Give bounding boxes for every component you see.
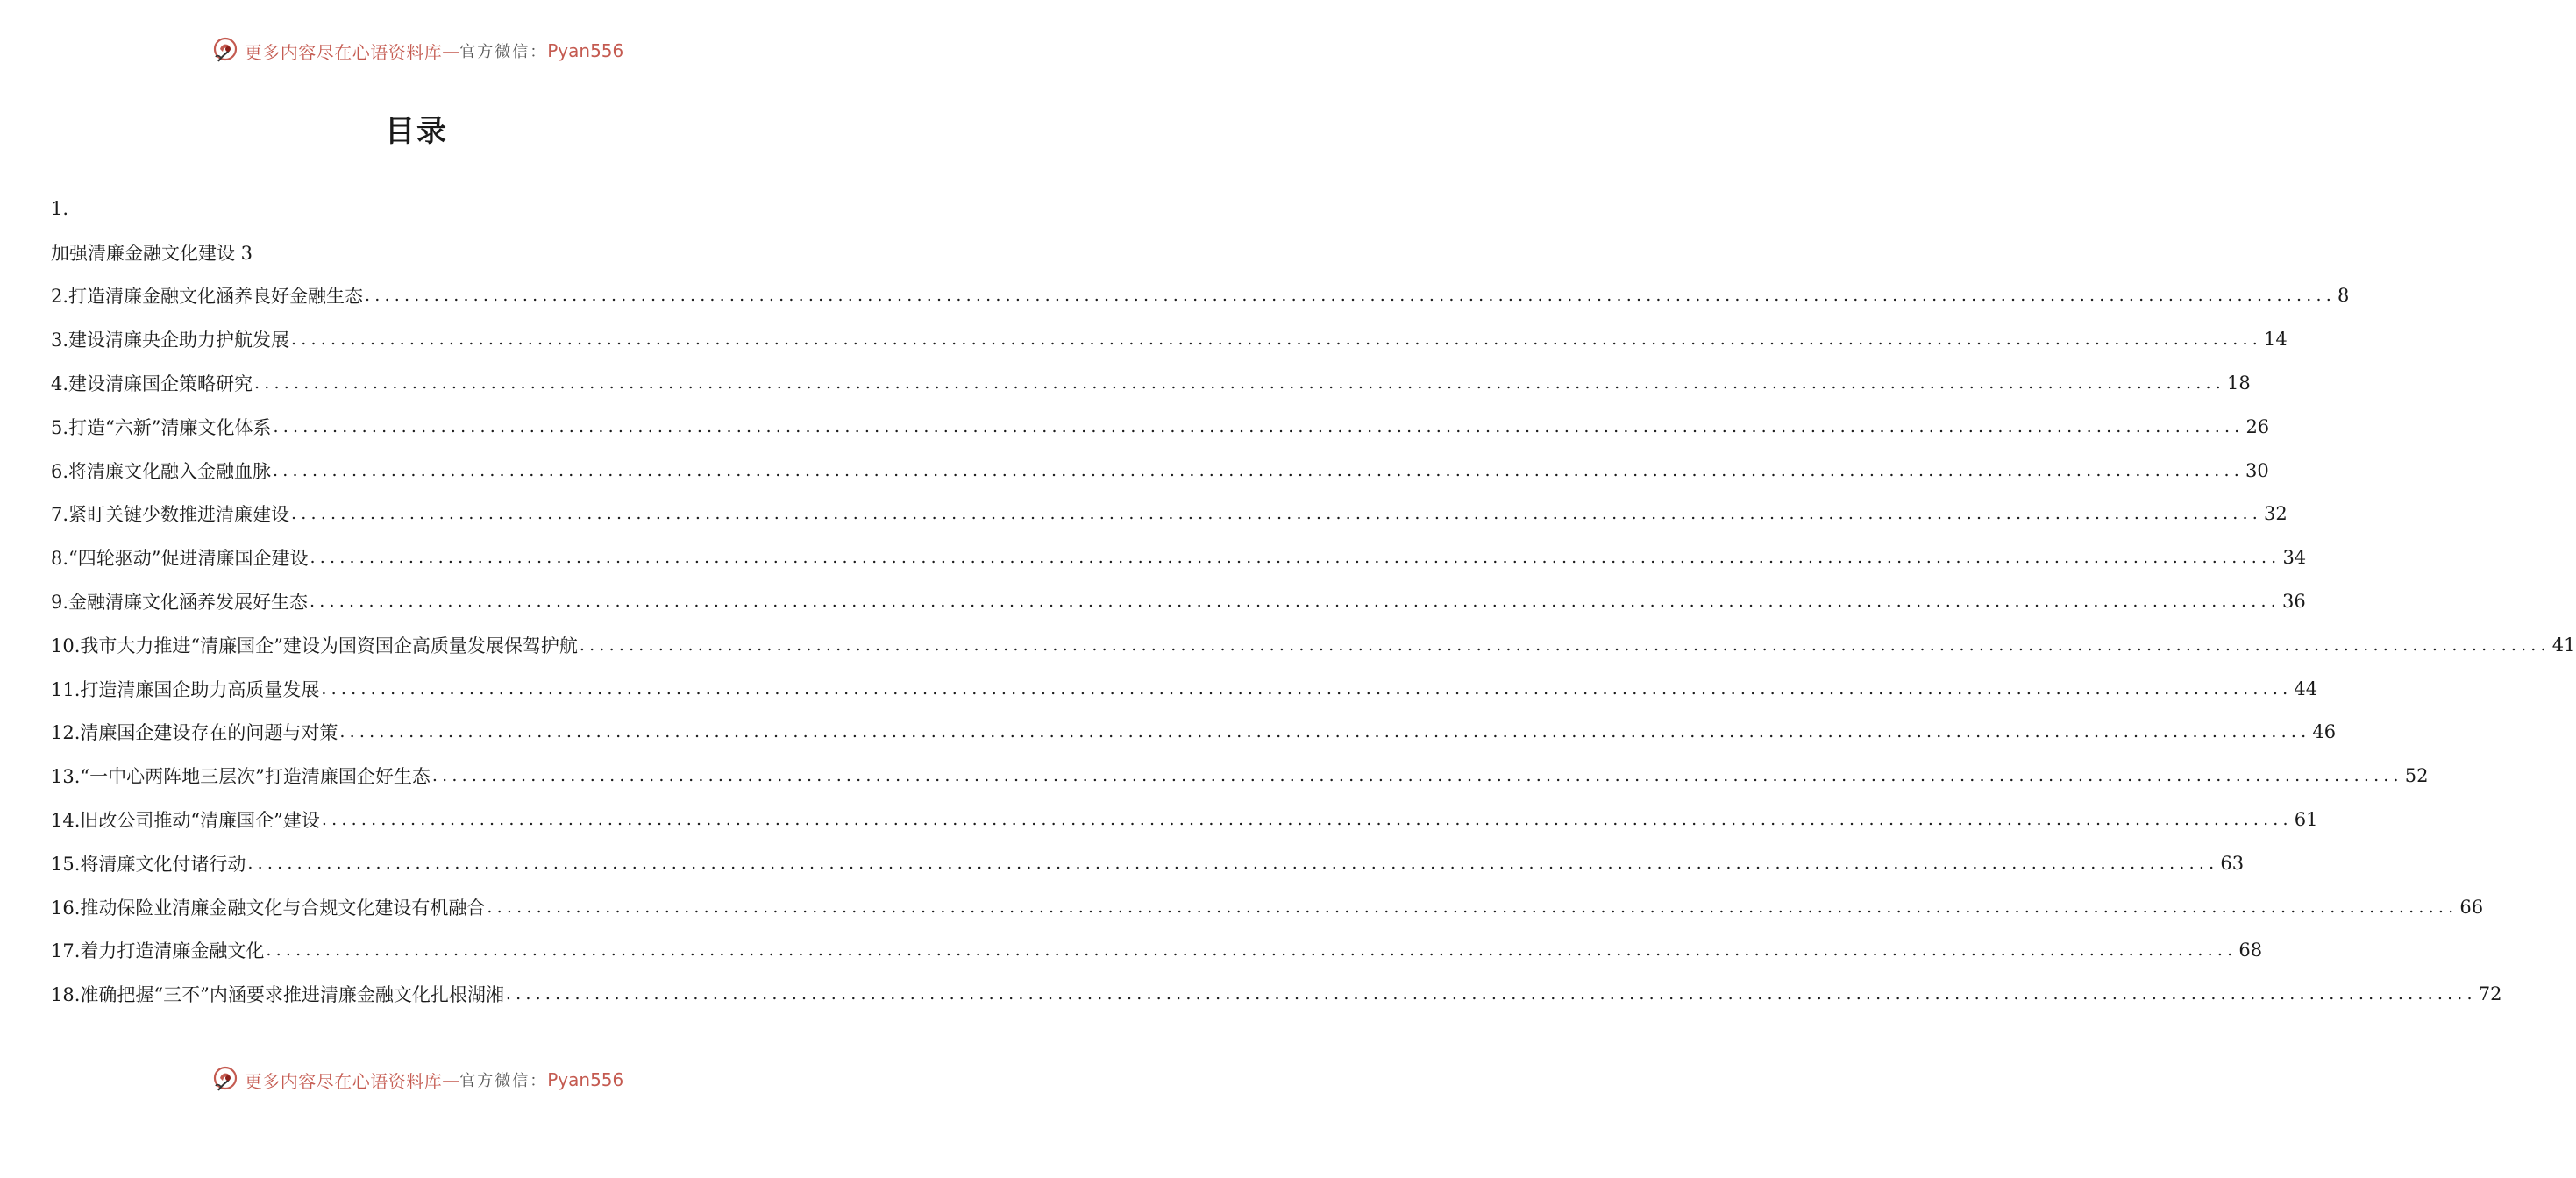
banner-main-text: 更多内容尽在心语资料库 — [244, 41, 443, 63]
banner-wechat-label: 官方微信： — [459, 1072, 548, 1090]
toc-entry[interactable] — [51, 405, 2270, 449]
toc-entry-number: 1. — [51, 197, 69, 219]
toc-entry[interactable] — [51, 274, 2350, 318]
toc-entry-page: 44 — [2294, 678, 2318, 699]
toc-entry[interactable] — [51, 972, 2502, 1016]
rose-logo-icon — [210, 35, 241, 67]
toc-entry-page: 26 — [2245, 415, 2270, 437]
toc-leader-dots: ........................................................................................................................................................................................................ — [579, 635, 2551, 655]
rose-logo-icon — [210, 1064, 241, 1096]
toc-leader-dots: ........................................................................................................................................................................................................ — [310, 548, 2281, 568]
banner-main-text: 更多内容尽在心语资料库 — [244, 1070, 443, 1092]
toc-entry-page: 36 — [2281, 591, 2306, 613]
toc-leader-dots: ........................................................................................................................................................................................................ — [321, 810, 2293, 830]
toc-entry-text: 9.金融清廉文化涵养发展好生态 — [51, 592, 309, 614]
banner-wechat-id: Pyan556 — [547, 1069, 624, 1090]
toc-entry[interactable] — [51, 623, 2576, 667]
toc-leader-dots: ........................................................................................................................................................................................................ — [291, 330, 2262, 350]
toc-entry[interactable] — [51, 754, 2429, 798]
toc-entry-page: 46 — [2312, 721, 2337, 743]
toc-entry-text: 4.建设清廉国企策略研究 — [51, 373, 253, 395]
toc-entry[interactable] — [51, 361, 2251, 405]
toc-entry[interactable] — [51, 929, 2263, 973]
toc-entry-text: 18.准确把握“三不”内涵要求推进清廉金融文化扎根湖湘 — [51, 984, 504, 1006]
toc-entry-page: 63 — [2220, 852, 2245, 874]
toc-entry-page: 8 — [2337, 285, 2350, 307]
toc-leader-dots: ........................................................................................................................................................................................................ — [254, 373, 2225, 394]
banner-dash: — — [442, 40, 460, 61]
toc-leader-dots: ........................................................................................................................................................................................................ — [487, 897, 2459, 917]
toc-entry[interactable] — [51, 711, 2337, 755]
toc-entry-text: 6.将清廉文化融入金融血脉 — [51, 460, 272, 482]
toc-entry[interactable] — [51, 667, 2318, 711]
toc-entry-text: 12.清廉国企建设存在的问题与对策 — [51, 722, 338, 744]
toc-entry[interactable] — [51, 493, 2288, 536]
banner-wechat-label: 官方微信： — [459, 43, 548, 61]
toc-entry-text: 7.紧盯关键少数推进清廉建设 — [51, 504, 290, 526]
toc-entry-text: 5.打造“六新”清廉文化体系 — [51, 416, 272, 438]
toc-entry-page: 61 — [2294, 809, 2318, 831]
toc-leader-dots: ........................................................................................................................................................................................................ — [247, 853, 2219, 873]
toc-entry[interactable] — [51, 798, 2318, 841]
toc-entry-page: 30 — [2245, 459, 2269, 481]
toc-entry-page: 18 — [2226, 373, 2251, 394]
toc-entry[interactable] — [51, 187, 782, 231]
toc-entry-text: 2.打造清廉金融文化涵养良好金融生态 — [51, 286, 364, 308]
toc-leader-dots: ........................................................................................................................................................................................................ — [266, 940, 2238, 961]
toc-entry[interactable] — [51, 231, 782, 274]
toc-entry-text: 3.建设清廉央企助力护航发展 — [51, 330, 290, 351]
header-banner — [0, 32, 833, 70]
toc-entry-page: 41 — [2551, 634, 2576, 656]
toc-leader-dots: ........................................................................................................................................................................................................ — [505, 984, 2477, 1004]
toc-entry-page: 68 — [2238, 940, 2263, 962]
toc-leader-dots: ........................................................................................................................................................................................................ — [321, 678, 2293, 699]
toc-entry-text: 10.我市大力推进“清廉国企”建设为国资国企高质量发展保驾护航 — [51, 635, 578, 656]
toc-entry[interactable] — [51, 317, 2288, 361]
toc-entry-text: 13.“一中心两阵地三层次”打造清廉国企好生态 — [51, 766, 431, 788]
toc-entry[interactable] — [51, 841, 2245, 885]
toc-entry-page: 66 — [2459, 896, 2484, 918]
toc-entry-page: 34 — [2282, 547, 2307, 569]
toc-leader-dots: ........................................................................................................................................................................................................ — [273, 416, 2245, 436]
footer-banner — [0, 1061, 833, 1099]
toc-entry-text: 14.旧改公司推动“清廉国企”建设 — [51, 810, 320, 832]
toc-entry-text: 15.将清廉文化付诸行动 — [51, 853, 246, 875]
toc-entry-page: 52 — [2404, 765, 2429, 787]
toc-entry[interactable] — [51, 885, 2484, 929]
toc-entry-text: 加强清廉金融文化建设 3 — [51, 242, 253, 264]
banner-wechat-id: Pyan556 — [547, 40, 624, 61]
toc-entry-page: 14 — [2263, 329, 2288, 351]
toc-leader-dots: ........................................................................................................................................................................................................ — [310, 592, 2281, 612]
banner-dash: — — [442, 1069, 460, 1090]
page-title: 目录 — [385, 114, 448, 149]
toc-leader-dots: ........................................................................................................................................................................................................ — [339, 722, 2311, 742]
table-of-contents — [51, 187, 2576, 1016]
toc-leader-dots: ........................................................................................................................................................................................................ — [365, 286, 2336, 306]
toc-entry[interactable] — [51, 536, 2307, 579]
toc-leader-dots: ........................................................................................................................................................................................................ — [431, 766, 2403, 786]
toc-entry-text: 8.“四轮驱动”促进清廉国企建设 — [51, 548, 309, 570]
toc-leader-dots: ........................................................................................................................................................................................................ — [273, 460, 2244, 480]
toc-entry-text: 16.推动保险业清廉金融文化与合规文化建设有机融合 — [51, 897, 486, 919]
toc-leader-dots: ........................................................................................................................................................................................................ — [291, 504, 2262, 524]
toc-entry[interactable] — [51, 579, 2306, 623]
toc-entry-page: 72 — [2478, 983, 2502, 1005]
toc-entry-text: 17.着力打造清廉金融文化 — [51, 940, 265, 962]
toc-entry-text: 11.打造清廉国企助力高质量发展 — [51, 678, 320, 700]
toc-entry[interactable] — [51, 449, 2269, 493]
toc-entry-page: 32 — [2263, 503, 2288, 525]
